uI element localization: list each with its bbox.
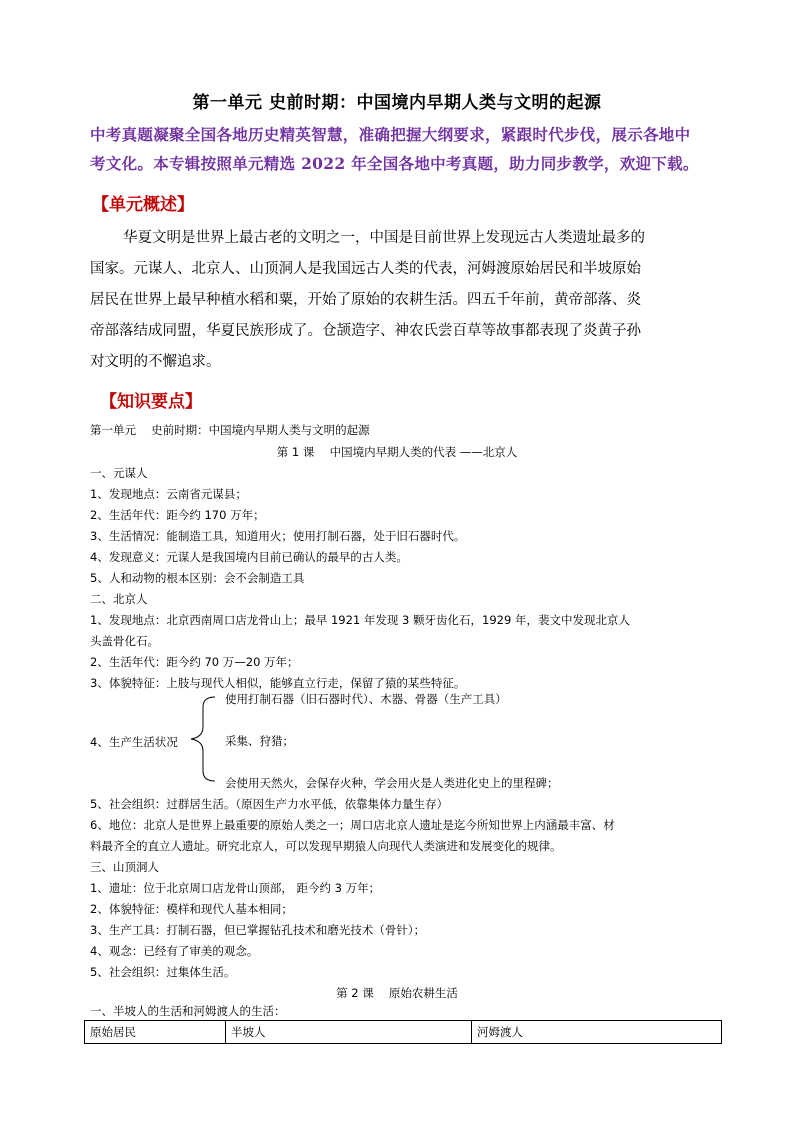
list-item: 3、生活情况：能制造工具，知道用火；使用打制石器，处于旧石器时代。 — [90, 529, 466, 543]
overview-heading: 【单元概述】 — [92, 195, 194, 215]
brace-icon — [185, 693, 220, 785]
production-life-label: 4、生产生活状况 — [90, 735, 178, 749]
promo-line-2: 考文化。本专辑按照单元精选 2022 年全国各地中考真题，助力同步教学，欢迎下载。 — [90, 154, 699, 173]
list-item: 2、生活年代：距今约 170 万年； — [90, 508, 265, 522]
overview-line: 帝部落结成同盟，华夏民族形成了。仓颉造字、神农氏尝百草等故事都表现了炎黄子孙 — [90, 323, 641, 339]
list-item-continued: 料最齐全的直立人遗址。研究北京人，可以发现早期猿人向现代人类演进和发展变化的规律。 — [90, 839, 562, 853]
page-title: 第一单元 史前时期：中国境内早期人类与文明的起源 — [192, 93, 602, 113]
branch-item: 会使用天然火，会保存火种，学会用火是人类进化史上的里程碑； — [225, 776, 559, 790]
table-header-cell: 半坡人 — [226, 1021, 472, 1044]
list-item: 1、发现地点：云南省元谋县； — [90, 487, 247, 501]
list-item: 1、遗址：位于北京周口店龙骨山顶部， 距今约 3 万年； — [90, 881, 381, 895]
lesson1-title: 第 1 课 中国境内早期人类的代表 ——北京人 — [276, 445, 518, 459]
overview-line: 对文明的不懈追求。 — [90, 354, 221, 370]
list-item: 3、生产工具：打制石器，但已掌握钻孔技术和磨光技术（骨针）； — [90, 923, 426, 937]
list-item: 2、体貌特征：模样和现代人基本相同； — [90, 902, 293, 916]
list-item: 4、观念：已经有了审美的观念。 — [90, 944, 259, 958]
list-item: 2、生活年代：距今约 70 万—20 万年； — [90, 655, 299, 669]
section-beijing-heading: 二、北京人 — [90, 592, 148, 606]
list-item: 3、体貌特征：上肢与现代人相似，能够直立行走，保留了猿的某些特征。 — [90, 676, 466, 690]
section-shandingdong-heading: 三、山顶洞人 — [90, 860, 159, 874]
table-header-cell: 河姆渡人 — [472, 1021, 722, 1044]
list-item: 5、人和动物的根本区别：会不会制造工具 — [90, 571, 305, 585]
branch-item: 采集、狩猎； — [225, 734, 294, 748]
lesson2-title: 第 2 课 原始农耕生活 — [336, 986, 458, 1000]
promo-line-1: 中考真题凝聚全国各地历史精英智慧，准确把握大纲要求，紧跟时代步伐，展示各地中 — [90, 125, 691, 144]
list-item: 5、社会组织：过集体生活。 — [90, 965, 236, 979]
branch-item: 使用打制石器（旧石器时代）、木器、骨器（生产工具） — [225, 692, 507, 706]
overview-line: 华夏文明是世界上最古老的文明之一，中国是目前世界上发现远古人类遗址最多的 — [123, 230, 645, 246]
comparison-table — [84, 1020, 722, 1044]
unit-line: 第一单元 史前时期：中国境内早期人类与文明的起源 — [90, 423, 370, 437]
overview-line: 国家。元谋人、北京人、山顶洞人是我国远古人类的代表，河姆渡原始居民和半坡原始 — [90, 261, 641, 277]
list-item: 4、发现意义：元谋人是我国境内目前已确认的最早的古人类。 — [90, 550, 408, 564]
overview-line: 居民在世界上最早种植水稻和粟，开始了原始的农耕生活。四五千年前，黄帝部落、炎 — [90, 292, 641, 308]
table-header-cell: 原始居民 — [85, 1021, 226, 1044]
list-item: 5、社会组织：过群居生活。（原因生产力水平低，依靠集体力量生存） — [90, 797, 449, 811]
lesson2-subheading: 一、半坡人的生活和河姆渡人的生活： — [90, 1004, 286, 1018]
list-item-continued: 头盖骨化石。 — [90, 634, 159, 648]
points-heading: 【知识要点】 — [100, 392, 202, 412]
list-item: 6、地位：北京人是世界上最重要的原始人类之一；周口店北京人遗址是迄今所知世界上内涵最丰富、材 — [90, 818, 615, 832]
list-item: 1、发现地点：北京西南周口店龙骨山上；最早 1921 年发现 3 颗牙齿化石，1929 年，裴文中发现北京人 — [90, 613, 630, 627]
overview-paragraph — [90, 223, 702, 383]
table-row — [85, 1021, 722, 1044]
section-yuanmou-heading: 一、元谋人 — [90, 466, 148, 480]
